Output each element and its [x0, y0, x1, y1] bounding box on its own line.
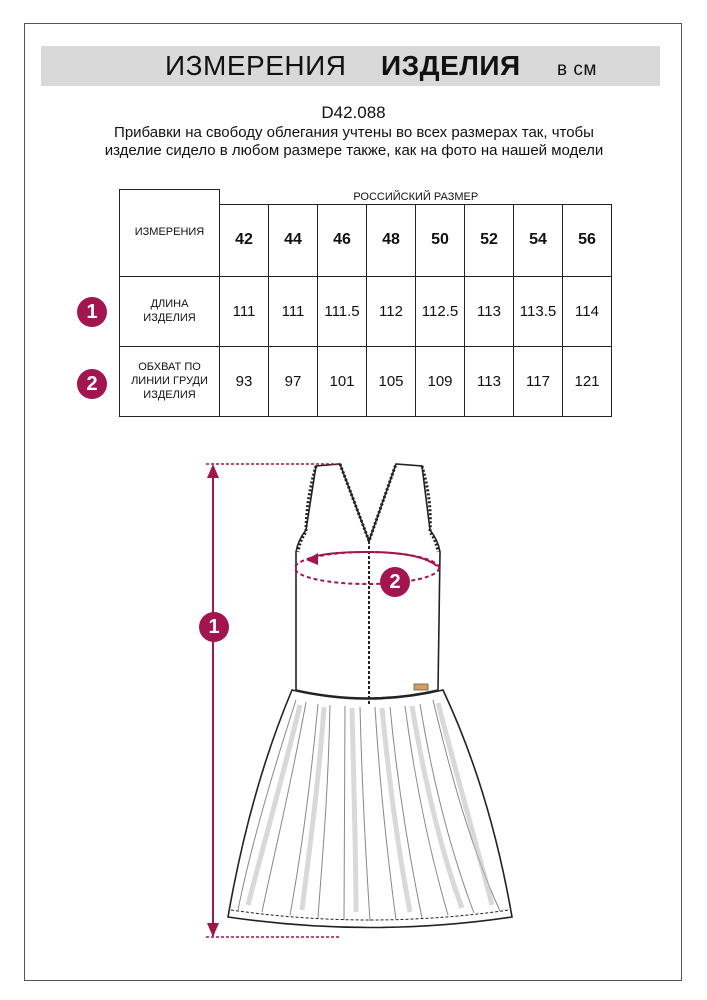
value-cell: 109 [416, 346, 465, 416]
value-cell: 114 [563, 276, 612, 346]
value-cell: 101 [318, 346, 367, 416]
row-marker-2-badge: 2 [77, 369, 107, 399]
size-cell: 50 [416, 204, 465, 276]
row-marker-1-badge: 1 [77, 297, 107, 327]
value-cell: 113.5 [514, 276, 563, 346]
title-word-measurements: ИЗМЕРЕНИЯ [165, 50, 347, 81]
value-cell: 97 [269, 346, 318, 416]
size-cell: 52 [465, 204, 514, 276]
size-cell: 46 [318, 204, 367, 276]
value-cell: 117 [514, 346, 563, 416]
title-unit: в см [557, 59, 597, 80]
fit-note: Прибавки на свободу облегания учтены во всех размерах так, чтобы изделие сидело в любом размере также, как на фото на нашей модели [104, 124, 604, 159]
size-cell: 56 [563, 204, 612, 276]
value-cell: 112 [367, 276, 416, 346]
row-label-length: ДЛИНА ИЗДЕЛИЯ [120, 276, 220, 346]
size-cell: 44 [269, 204, 318, 276]
value-cell: 121 [563, 346, 612, 416]
size-cell: 42 [220, 204, 269, 276]
value-cell: 113 [465, 276, 514, 346]
title-word-item: ИЗДЕЛИЯ [381, 50, 521, 81]
row-label-chest: ОБХВАТ ПО ЛИНИИ ГРУДИ ИЗДЕЛИЯ [120, 346, 220, 416]
size-cell: 48 [367, 204, 416, 276]
value-cell: 111 [220, 276, 269, 346]
dress-bodice [296, 464, 440, 705]
size-cell: 54 [514, 204, 563, 276]
measure-header: ИЗМЕРЕНИЯ [120, 190, 220, 277]
value-cell: 111 [269, 276, 318, 346]
value-cell: 111.5 [318, 276, 367, 346]
diagram-marker-2-badge: 2 [380, 567, 410, 597]
article-code: D42.088 [321, 103, 386, 122]
dress-skirt [228, 690, 512, 928]
value-cell: 113 [465, 346, 514, 416]
value-cell: 105 [367, 346, 416, 416]
diagram-marker-1-badge: 1 [199, 612, 229, 642]
value-cell: 112.5 [416, 276, 465, 346]
value-cell: 93 [220, 346, 269, 416]
size-group-header: РОССИЙСКИЙ РАЗМЕР [220, 190, 612, 205]
